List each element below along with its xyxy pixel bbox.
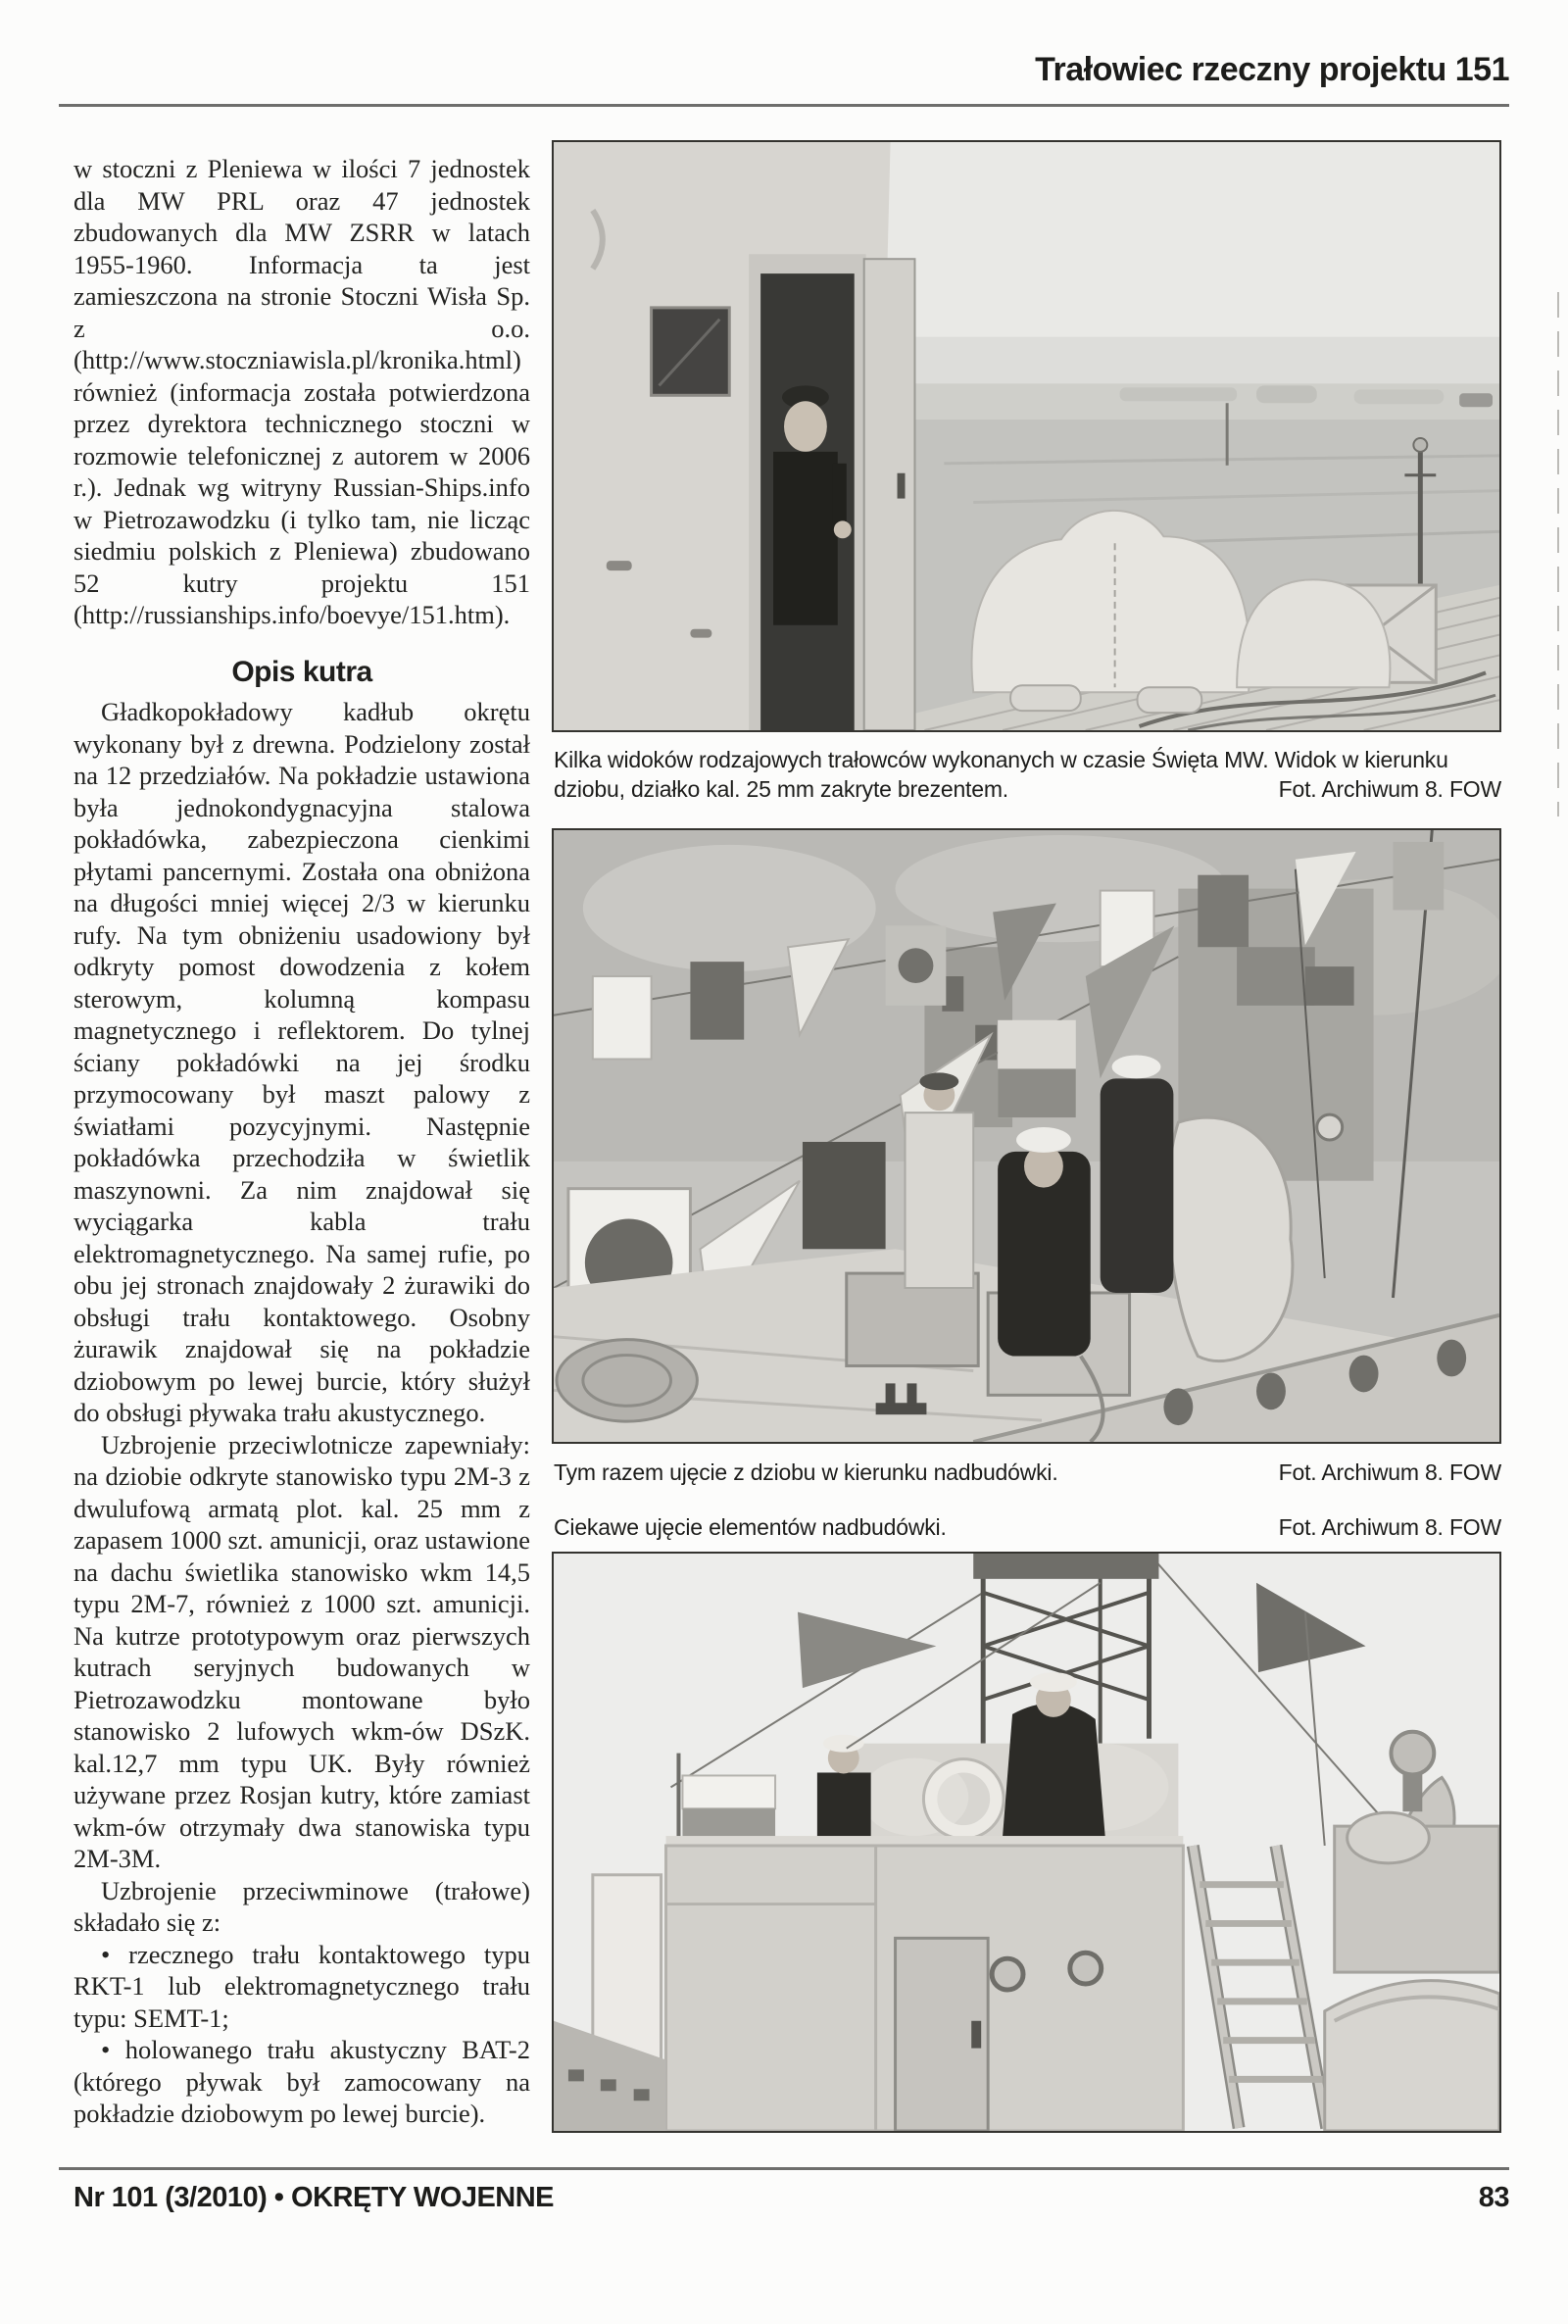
- header-rule: [59, 104, 1509, 107]
- page-footer: [74, 2182, 1509, 2214]
- photo-flag-dressed-deck: [552, 828, 1501, 1444]
- photo-credit: Fot. Archiwum 8. FOW: [1278, 1514, 1501, 1540]
- photo-minesweeper-bow-view: [552, 140, 1501, 732]
- photo-1-image: [554, 142, 1499, 730]
- photo-caption: Ciekawe ujęcie elementów nadbudówki.: [554, 1514, 947, 1540]
- photo-caption-block: [554, 1458, 1501, 1487]
- article-paragraph: Gładkopokładowy kadłub okrętu wykonany był z drewna. Podzielony został na 12 przedziałów. Na pokładzie ustawiona była jednokondygnacyjna stalowa pokładówka, zabezpieczona cienkimi płytami pancernymi. Została ona obniżona na długości mniej więcej 2/3 w kierunku rufy. Na tym obniżeniu usadowiony był odkryty pomost dowodzenia z kołem sterowym, kolumną kompasu magnetycznego i reflektorem. Do tylnej ściany pokładówki na jej środku przymocowany był maszt palowy z światłami pozycyjnymi. Następnie pokładówka przechodziła w świetlik maszynowni. Za nim znajdował się wyciągarka kabla trału elektromagnetycznego. Na samej rufie, po obu jej stronach znajdowały 2 żurawiki do obsługi trału kontaktowego. Osobny żurawik znajdował się na pokładzie dziobowym po lewej burcie, który służył do obsługi pływaka trału akustycznego.: [74, 697, 530, 1427]
- article-paragraph: w stoczni z Pleniewa w ilości 7 jednostek dla MW PRL oraz 47 jednostek zbudowanych dla MW ZSRR w latach 1955-1960. Informacja ta jest zamieszczona na stronie Stoczni Wisła Sp. z o.o. (http://www.stoczniawisla.pl/kronika.html) również (informacja została potwierdzona przez dyrektora technicznego stoczni w rozmowie telefonicznej z autorem w 2006 r.). Jednak wg witryny Russian-Ships.info w Pietrozawodzku (i tylko tam, nie licząc siedmiu polskich z Pleniewa) zbudowano 52 kutry projektu 151 (http://russianships.info/boevye/151.htm).: [74, 154, 530, 629]
- photo-caption: dziobu, działko kal. 25 mm zakryte brezentem.: [554, 776, 1008, 802]
- scan-edge-artifact: [1557, 292, 1559, 816]
- footer-rule: [59, 2167, 1509, 2170]
- photo-caption: Kilka widoków rodzajowych trałowców wykonanych w czasie Święta MW. Widok w kierunku: [554, 747, 1448, 772]
- photo-caption-block: [554, 1512, 1501, 1542]
- photo-2-image: [554, 830, 1499, 1442]
- photo-credit: Fot. Archiwum 8. FOW: [1278, 776, 1501, 802]
- photo-credit: Fot. Archiwum 8. FOW: [1278, 1459, 1501, 1485]
- page-title: Trałowiec rzeczny projektu 151: [1035, 51, 1509, 88]
- article-bullet-item: • holowanego trału akustyczny BAT-2 (którego pływak był zamocowany na pokładzie dziobowym po lewej burcie).: [74, 2035, 530, 2128]
- photo-caption: Tym razem ujęcie z dziobu w kierunku nadbudówki.: [554, 1459, 1058, 1485]
- article-paragraph: Uzbrojenie przeciwminowe (trałowe) składało się z:: [74, 1875, 530, 1937]
- photo-caption-block: [554, 745, 1501, 804]
- article-paragraph: Uzbrojenie przeciwlotnicze zapewniały: na dziobie odkryte stanowisko typu 2M-3 z dwulufową armatą plot. kal. 25 mm z zapasem 1000 szt. amunicji, oraz ustawione na dachu świetlika stanowisko wkm 14,5 typu 2M-7, również z 1000 szt. amunicji. Na kutrze prototypowym oraz pierwszych kutrach seryjnych budowanych w Pietrozawodzku montowane było stanowisko 2 lufowych wkm-ów DSzK. kal.12,7 mm typu UK. Były również używane przez Rosjan kutry, które zamiast wkm-ów otrzymały dwa stanowiska typu 2M-3M.: [74, 1429, 530, 1873]
- photo-superstructure-detail: [552, 1552, 1501, 2133]
- photo-3-image: [554, 1554, 1499, 2131]
- article-bullet-item: • rzecznego trału kontaktowego typu RKT-1 lub elektromagnetycznego trału typu: SEMT-1;: [74, 1939, 530, 2033]
- article-column: [74, 153, 530, 2130]
- section-heading: Opis kutra: [231, 655, 372, 688]
- issue-info: Nr 101 (3/2010) • OKRĘTY WOJENNE: [74, 2182, 555, 2213]
- page-number: 83: [1478, 2182, 1509, 2213]
